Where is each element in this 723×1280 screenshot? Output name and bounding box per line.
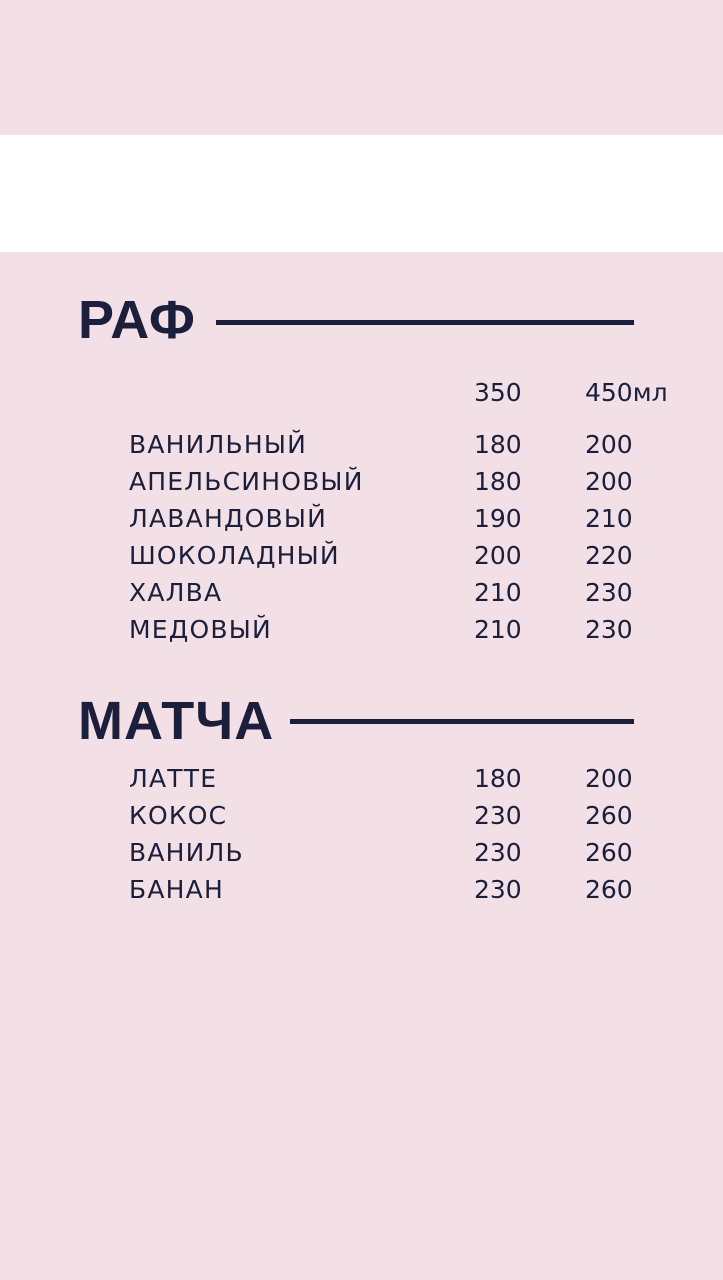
price-large: 260 xyxy=(585,838,633,867)
price-large: 200 xyxy=(585,764,633,793)
price-small: 230 xyxy=(474,875,522,904)
menu-item-name: БАНАН xyxy=(129,875,224,904)
price-large: 210 xyxy=(585,504,633,533)
price-large: 260 xyxy=(585,875,633,904)
menu-item-name: МЕДОВЫЙ xyxy=(129,615,272,644)
price-large: 200 xyxy=(585,430,633,459)
menu-item-name: ВАНИЛЬНЫЙ xyxy=(129,430,308,459)
size-header-large: 450мл xyxy=(585,378,668,407)
price-small: 180 xyxy=(474,430,522,459)
menu-item-row xyxy=(0,838,723,868)
menu-item-name: ХАЛВА xyxy=(129,578,223,607)
size-header-small: 350 xyxy=(474,378,522,407)
price-small: 180 xyxy=(474,467,522,496)
price-small: 230 xyxy=(474,838,522,867)
menu-item-row xyxy=(0,541,723,571)
price-small: 180 xyxy=(474,764,522,793)
price-large: 200 xyxy=(585,467,633,496)
section-divider-matcha xyxy=(290,719,634,724)
menu-item-name: КОКОС xyxy=(129,801,228,830)
price-large: 220 xyxy=(585,541,633,570)
menu-item-row xyxy=(0,764,723,794)
menu-item-row xyxy=(0,467,723,497)
menu-item-name: ВАНИЛЬ xyxy=(129,838,244,867)
price-small: 190 xyxy=(474,504,522,533)
price-large: 260 xyxy=(585,801,633,830)
section-title-matcha: МАТЧА xyxy=(78,691,275,751)
price-large: 230 xyxy=(585,578,633,607)
menu-item-row xyxy=(0,578,723,608)
price-small: 230 xyxy=(474,801,522,830)
price-large: 230 xyxy=(585,615,633,644)
menu-item-row xyxy=(0,504,723,534)
menu-item-row xyxy=(0,615,723,645)
section-title-raf: РАФ xyxy=(78,290,197,350)
menu-item-row xyxy=(0,875,723,905)
menu-item-name: ШОКОЛАДНЫЙ xyxy=(129,541,340,570)
menu-item-row xyxy=(0,430,723,460)
white-banner xyxy=(0,135,723,252)
menu-item-row xyxy=(0,801,723,831)
price-small: 210 xyxy=(474,615,522,644)
section-divider-raf xyxy=(216,320,634,325)
menu-item-name: ЛАВАНДОВЫЙ xyxy=(129,504,328,533)
price-small: 210 xyxy=(474,578,522,607)
price-small: 200 xyxy=(474,541,522,570)
menu-item-name: ЛАТТЕ xyxy=(129,764,218,793)
menu-item-name: АПЕЛЬСИНОВЫЙ xyxy=(129,467,364,496)
